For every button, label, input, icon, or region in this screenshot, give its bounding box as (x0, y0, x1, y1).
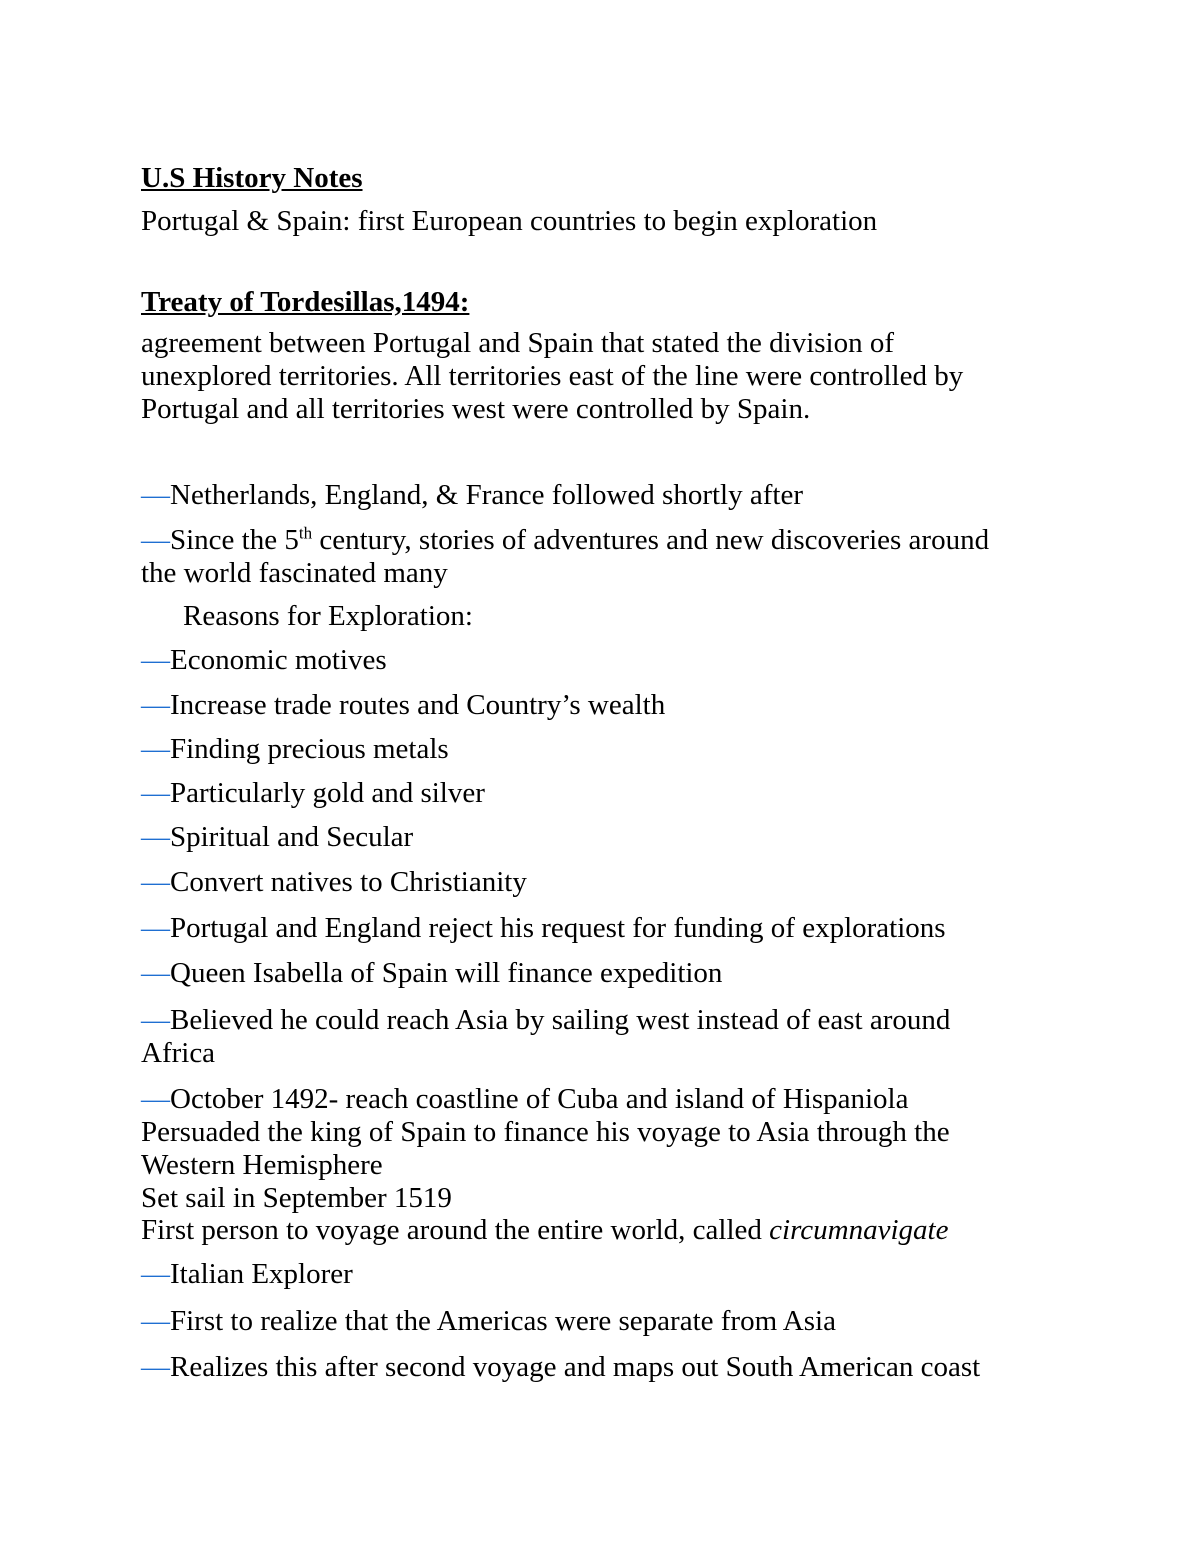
treaty-line-3: Portugal and all territories west were controlled by Spain. (141, 393, 811, 425)
circumnavigate-line (141, 1214, 948, 1247)
century-continuation: the world fascinated many (141, 557, 448, 589)
list-item-text: Convert natives to Christianity (170, 866, 527, 898)
list-item-reason (141, 689, 665, 722)
dash-bullet: — (141, 1305, 170, 1337)
dash-bullet: — (141, 866, 170, 898)
dash-bullet: — (141, 1258, 170, 1290)
intro-line: Portugal & Spain: first European countries to begin exploration (141, 205, 878, 237)
treaty-heading: Treaty of Tordesillas,1494: (141, 286, 470, 318)
list-item-reason (141, 644, 387, 677)
list-item-reason (141, 733, 449, 766)
list-item-text: Finding precious metals (170, 733, 449, 765)
list-item-text: October 1492- reach coastline of Cuba and island of Hispaniola (170, 1083, 909, 1115)
list-item-text: First to realize that the Americas were separate from Asia (170, 1305, 836, 1337)
list-item-text: Believed he could reach Asia by sailing west instead of east around (170, 1004, 951, 1036)
list-item-text: Netherlands, England, & France followed shortly after (170, 479, 803, 511)
list-item-reason (141, 912, 946, 945)
dash-bullet: — (141, 644, 170, 676)
list-item-century (141, 524, 989, 557)
magellan-line-3: Set sail in September 1519 (141, 1182, 452, 1214)
list-item-asia (141, 1004, 950, 1037)
list-item-text: Particularly gold and silver (170, 777, 485, 809)
dash-bullet: — (141, 1004, 170, 1036)
list-item-netherlands (141, 479, 803, 512)
list-item-reason (141, 957, 722, 990)
list-item-october (141, 1083, 908, 1116)
dash-bullet: — (141, 524, 170, 556)
circumnavigate-term: circumnavigate (769, 1214, 949, 1246)
list-item-text: Spiritual and Secular (170, 821, 414, 853)
circumnavigate-prefix: First person to voyage around the entire world, called (141, 1214, 770, 1246)
asia-continuation: Africa (141, 1037, 216, 1069)
dash-bullet: — (141, 733, 170, 765)
list-item-text: Economic motives (170, 644, 387, 676)
dash-bullet: — (141, 1083, 170, 1115)
list-item-text: Realizes this after second voyage and maps out South American coast (170, 1351, 981, 1383)
dash-bullet: — (141, 912, 170, 944)
reasons-heading: Reasons for Exploration: (183, 600, 473, 632)
dash-bullet: — (141, 1351, 170, 1383)
list-item-text: Since the 5 (170, 524, 299, 556)
list-item-reason (141, 866, 527, 899)
dash-bullet: — (141, 689, 170, 721)
superscript-ordinal: th (298, 523, 313, 543)
list-item-text: Queen Isabella of Spain will finance expedition (170, 957, 723, 989)
magellan-line-2: Western Hemisphere (141, 1149, 383, 1181)
dash-bullet: — (141, 821, 170, 853)
list-item-explorer (141, 1305, 836, 1338)
list-item-reason (141, 777, 485, 810)
list-item-text: Increase trade routes and Country’s wealth (170, 689, 666, 721)
treaty-line-2: unexplored territories. All territories east of the line were controlled by (141, 360, 964, 392)
dash-bullet: — (141, 479, 170, 511)
list-item-text: Portugal and England reject his request for funding of explorations (170, 912, 946, 944)
list-item-reason (141, 821, 413, 854)
list-item-text: Italian Explorer (170, 1258, 353, 1290)
treaty-line-1: agreement between Portugal and Spain that stated the division of (141, 327, 894, 359)
list-item-explorer (141, 1351, 980, 1384)
dash-bullet: — (141, 957, 170, 989)
list-item-text-cont: century, stories of adventures and new discoveries around (312, 524, 990, 556)
list-item-explorer (141, 1258, 353, 1291)
magellan-line-1: Persuaded the king of Spain to finance his voyage to Asia through the (141, 1116, 950, 1148)
dash-bullet: — (141, 777, 170, 809)
page-title: U.S History Notes (141, 162, 363, 194)
